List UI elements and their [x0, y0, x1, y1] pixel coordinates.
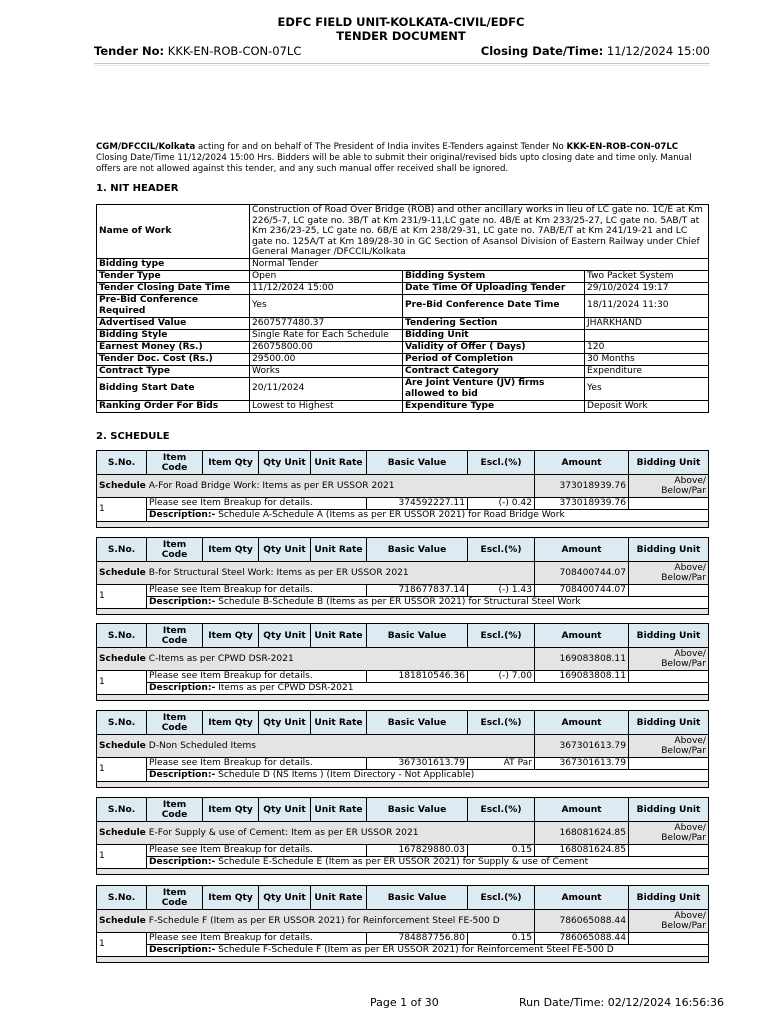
item-bidding-unit-cell [629, 933, 709, 945]
schedule-summary-row [97, 562, 709, 585]
column-header: S.No. [97, 624, 147, 648]
item-description [147, 597, 709, 609]
description-text: Items as per CPWD DSR-2021 [218, 683, 354, 693]
tender-number [94, 44, 301, 58]
nit-value: JHARKHAND [585, 317, 709, 329]
schedule-header-row [97, 711, 709, 735]
nit-value: Single Rate for Each Schedule [250, 329, 403, 341]
org-title: EDFC FIELD UNIT-KOLKATA-CIVIL/EDFC [277, 15, 525, 29]
item-amount: 169083808.11 [535, 671, 629, 683]
column-header: Item Qty [203, 451, 259, 475]
nit-value: 11/12/2024 15:00 [250, 282, 403, 294]
schedule-summary-row [97, 910, 709, 933]
run-datetime: Run Date/Time: 02/12/2024 16:56:36 [519, 996, 725, 1009]
item-escalation: (-) 1.43 [468, 585, 535, 597]
nit-row [97, 317, 709, 329]
column-header: Basic Value [367, 624, 468, 648]
schedule-summary-row [97, 822, 709, 845]
nit-key: Tender Doc. Cost (Rs.) [97, 353, 250, 365]
description-label: Description:- [149, 945, 216, 955]
nit-value: Yes [250, 294, 403, 317]
item-amount: 708400744.07 [535, 585, 629, 597]
page-number: Page 1 of 30 [370, 996, 439, 1009]
description-text: Schedule A-Schedule A (Items as per ER USSOR 2021) for Road Bridge Work [218, 510, 565, 520]
column-header: Unit Rate [311, 711, 367, 735]
nit-value: Deposit Work [585, 400, 709, 412]
item-basic-value: 374592227.11 [367, 498, 468, 510]
nit-row [97, 353, 709, 365]
item-escalation: (-) 7.00 [468, 671, 535, 683]
description-label: Description:- [149, 597, 216, 607]
nit-row [97, 365, 709, 377]
item-escalation: 0.15 [468, 845, 535, 857]
item-basic-value: 718677837.14 [367, 585, 468, 597]
nit-value: Open [250, 270, 403, 282]
bidding-unit: Above/ Below/Par [629, 910, 709, 933]
column-header: S.No. [97, 886, 147, 910]
schedule-label: Schedule [99, 740, 146, 751]
intro-paragraph [96, 142, 710, 175]
column-header: Item Qty [203, 886, 259, 910]
nit-value: 120 [585, 341, 709, 353]
schedule-summary-row [97, 648, 709, 671]
nit-key: Pre-Bid Conference Required [97, 294, 250, 317]
item-sno: 1 [97, 498, 147, 522]
schedule-header-row [97, 538, 709, 562]
nit-row [97, 282, 709, 294]
column-header: Amount [535, 538, 629, 562]
closing-value: 11/12/2024 15:00 [606, 44, 710, 58]
schedule-summary-row [97, 475, 709, 498]
column-header: Unit Rate [311, 886, 367, 910]
nit-key: Date Time Of Uploading Tender [403, 282, 585, 294]
description-text: Schedule B-Schedule B (Items as per ER USSOR 2021) for Structural Steel Work [218, 597, 581, 607]
column-header: Item Qty [203, 711, 259, 735]
nit-key: Tendering Section [403, 317, 585, 329]
bidding-unit: Above/ Below/Par [629, 822, 709, 845]
nit-key: Bidding Start Date [97, 377, 250, 400]
column-header: Bidding Unit [629, 451, 709, 475]
nit-value: Lowest to Highest [250, 400, 403, 412]
nit-value: 26075800.00 [250, 341, 403, 353]
schedule-label: Schedule [99, 827, 146, 838]
nit-value [585, 329, 709, 341]
column-header: Amount [535, 886, 629, 910]
nit-row [97, 294, 709, 317]
column-header: S.No. [97, 451, 147, 475]
schedule-name: A-For Road Bridge Work: Items as per ER USSOR 2021 [148, 480, 395, 491]
schedule-item-row [97, 498, 709, 510]
nit-key: Bidding Unit [403, 329, 585, 341]
description-text: Schedule E-Schedule E (Item as per ER USSOR 2021) for Supply & use of Cement [218, 857, 589, 867]
item-detail: Please see Item Breakup for details. [147, 585, 367, 597]
column-header: Item Qty [203, 624, 259, 648]
column-header: Escl.(%) [468, 886, 535, 910]
nit-key: Name of Work [97, 205, 250, 259]
schedule-name: F-Schedule F (Item as per ER USSOR 2021) for Reinforcement Steel FE-500 D [148, 915, 500, 926]
item-amount: 786065088.44 [535, 933, 629, 945]
nit-value: Expenditure [585, 365, 709, 377]
schedule-header-row [97, 886, 709, 910]
column-header: Escl.(%) [468, 538, 535, 562]
header-divider [94, 63, 710, 66]
schedule-separator [97, 869, 709, 875]
schedule-separator [97, 609, 709, 615]
schedule-separator [97, 957, 709, 963]
column-header: Unit Rate [311, 798, 367, 822]
schedule-table [96, 885, 709, 963]
nit-value: Two Packet System [585, 270, 709, 282]
column-header: Bidding Unit [629, 711, 709, 735]
schedule-title [97, 910, 535, 933]
nit-key: Tender Type [97, 270, 250, 282]
tender-number-label: Tender No: [94, 44, 165, 58]
nit-key: Are Joint Venture (JV) firms allowed to bid [403, 377, 585, 400]
item-amount: 373018939.76 [535, 498, 629, 510]
column-header: Bidding Unit [629, 624, 709, 648]
intro-lead: CGM/DFCCIL/Kolkata [96, 142, 196, 152]
schedule-description-row [97, 683, 709, 695]
item-bidding-unit-cell [629, 498, 709, 510]
item-detail: Please see Item Breakup for details. [147, 671, 367, 683]
column-header: Basic Value [367, 886, 468, 910]
column-header: Qty Unit [259, 538, 311, 562]
tender-number-value: KKK-EN-ROB-CON-07LC [167, 44, 302, 58]
nit-value: Works [250, 365, 403, 377]
item-basic-value: 167829880.03 [367, 845, 468, 857]
item-amount: 367301613.79 [535, 758, 629, 770]
column-header: Unit Rate [311, 624, 367, 648]
description-label: Description:- [149, 510, 216, 520]
closing-label: Closing Date/Time: [480, 44, 604, 58]
bidding-unit: Above/ Below/Par [629, 475, 709, 498]
schedule-title [97, 735, 535, 758]
schedule-label: Schedule [99, 567, 146, 578]
schedule-label: Schedule [99, 653, 146, 664]
item-basic-value: 784887756.80 [367, 933, 468, 945]
bidding-unit: Above/ Below/Par [629, 562, 709, 585]
schedule-title [97, 822, 535, 845]
schedule-header-row [97, 624, 709, 648]
column-header: Qty Unit [259, 711, 311, 735]
nit-value: 29500.00 [250, 353, 403, 365]
schedule-description-row [97, 510, 709, 522]
column-header: Basic Value [367, 798, 468, 822]
item-escalation: 0.15 [468, 933, 535, 945]
nit-row [97, 329, 709, 341]
schedule-title [97, 475, 535, 498]
nit-value: 20/11/2024 [250, 377, 403, 400]
nit-key: Contract Category [403, 365, 585, 377]
schedule-item-row [97, 933, 709, 945]
description-text: Schedule D (NS Items ) (Item Directory - Not Applicable) [218, 770, 475, 780]
nit-value: 18/11/2024 11:30 [585, 294, 709, 317]
column-header: Unit Rate [311, 451, 367, 475]
schedule-total: 168081624.85 [535, 822, 629, 845]
schedule-item-row [97, 845, 709, 857]
column-header: Qty Unit [259, 886, 311, 910]
column-header: Item Code [147, 711, 203, 735]
nit-row [97, 400, 709, 412]
schedule-separator [97, 782, 709, 788]
schedule-table [96, 710, 709, 788]
nit-key: Bidding type [97, 258, 250, 270]
schedule-title [97, 562, 535, 585]
nit-value: Normal Tender [250, 258, 709, 270]
schedule-label: Schedule [99, 480, 146, 491]
column-header: Item Code [147, 451, 203, 475]
nit-value: 29/10/2024 19:17 [585, 282, 709, 294]
item-basic-value: 367301613.79 [367, 758, 468, 770]
nit-row [97, 377, 709, 400]
nit-key: Advertised Value [97, 317, 250, 329]
item-bidding-unit-cell [629, 585, 709, 597]
item-sno: 1 [97, 758, 147, 782]
schedule-total: 367301613.79 [535, 735, 629, 758]
nit-key: Earnest Money (Rs.) [97, 341, 250, 353]
intro-text-2: Closing Date/Time 11/12/2024 15:00 Hrs. Bidders will be able to submit their original/revised bids upto closing date and time only. Manual offers are not allowed against this tender, and any such manual offer received shall be ignored. [96, 153, 692, 174]
schedule-name: E-For Supply & use of Cement: Item as per ER USSOR 2021 [148, 827, 419, 838]
schedule-total: 169083808.11 [535, 648, 629, 671]
column-header: Item Code [147, 798, 203, 822]
column-header: Bidding Unit [629, 886, 709, 910]
column-header: Amount [535, 624, 629, 648]
schedule-item-row [97, 585, 709, 597]
column-header: Bidding Unit [629, 538, 709, 562]
column-header: S.No. [97, 538, 147, 562]
column-header: Escl.(%) [468, 711, 535, 735]
item-detail: Please see Item Breakup for details. [147, 758, 367, 770]
column-header: Item Code [147, 886, 203, 910]
schedule-name: D-Non Scheduled Items [148, 740, 256, 751]
item-escalation: AT Par [468, 758, 535, 770]
description-label: Description:- [149, 770, 216, 780]
column-header: Basic Value [367, 451, 468, 475]
item-sno: 1 [97, 671, 147, 695]
schedule-name: B-for Structural Steel Work: Items as per ER USSOR 2021 [148, 567, 409, 578]
column-header: Bidding Unit [629, 798, 709, 822]
schedule-label: Schedule [99, 915, 146, 926]
schedule-description-row [97, 945, 709, 957]
column-header: Basic Value [367, 538, 468, 562]
item-description [147, 857, 709, 869]
schedule-title [97, 648, 535, 671]
item-escalation: (-) 0.42 [468, 498, 535, 510]
schedule-table [96, 797, 709, 875]
item-bidding-unit-cell [629, 845, 709, 857]
item-bidding-unit-cell [629, 671, 709, 683]
column-header: Amount [535, 798, 629, 822]
intro-tender: KKK-EN-ROB-CON-07LC [566, 142, 679, 152]
column-header: S.No. [97, 711, 147, 735]
item-sno: 1 [97, 585, 147, 609]
bidding-unit: Above/ Below/Par [629, 735, 709, 758]
column-header: Item Code [147, 624, 203, 648]
nit-key: Bidding Style [97, 329, 250, 341]
schedule-total: 708400744.07 [535, 562, 629, 585]
column-header: Unit Rate [311, 538, 367, 562]
column-header: Amount [535, 711, 629, 735]
schedule-item-row [97, 671, 709, 683]
nit-key: Expenditure Type [403, 400, 585, 412]
item-bidding-unit-cell [629, 758, 709, 770]
column-header: Item Qty [203, 538, 259, 562]
schedule-header-row [97, 798, 709, 822]
item-detail: Please see Item Breakup for details. [147, 498, 367, 510]
column-header: Amount [535, 451, 629, 475]
schedule-item-row [97, 758, 709, 770]
schedule-table [96, 450, 709, 528]
nit-value: 30 Months [585, 353, 709, 365]
nit-value: 2607577480.37 [250, 317, 403, 329]
nit-key: Pre-Bid Conference Date Time [403, 294, 585, 317]
nit-key: Validity of Offer ( Days) [403, 341, 585, 353]
nit-value-name-of-work: Construction of Road Over Bridge (ROB) and other ancillary works in lieu of LC gate no. 1C/E at Km 226/5-7, LC gate no. 3B/T at Km 231/9-11,LC gate no. 4B/E at Km 233/25-27, LC gate no. 5AB/T at Km 236/23-25, LC gate no. 6B/E at Km 238/29-31, LC gate no. 7AB/E/T at Km 241/19-21 and LC gate no. 125A/T at Km 189/28-30 in GC Section of Asansol Division of Eastern Railway under Chief General Manager /DFCCIL/Kolkata [250, 205, 709, 259]
item-description [147, 510, 709, 522]
bidding-unit: Above/ Below/Par [629, 648, 709, 671]
item-detail: Please see Item Breakup for details. [147, 845, 367, 857]
schedule-description-row [97, 857, 709, 869]
doc-title: TENDER DOCUMENT [336, 29, 466, 43]
description-label: Description:- [149, 857, 216, 867]
schedule-total: 373018939.76 [535, 475, 629, 498]
nit-key: Ranking Order For Bids [97, 400, 250, 412]
nit-row-name-of-work [97, 205, 709, 259]
schedule-separator [97, 695, 709, 701]
schedule-total: 786065088.44 [535, 910, 629, 933]
schedule-name: C-Items as per CPWD DSR-2021 [148, 653, 294, 664]
column-header: Qty Unit [259, 624, 311, 648]
column-header: Qty Unit [259, 798, 311, 822]
schedule-description-row [97, 597, 709, 609]
column-header: Escl.(%) [468, 798, 535, 822]
schedule-table [96, 537, 709, 615]
item-sno: 1 [97, 933, 147, 957]
item-description [147, 945, 709, 957]
item-detail: Please see Item Breakup for details. [147, 933, 367, 945]
description-label: Description:- [149, 683, 216, 693]
item-basic-value: 181810546.36 [367, 671, 468, 683]
nit-row [97, 270, 709, 282]
column-header: Escl.(%) [468, 451, 535, 475]
document-header [0, 15, 768, 43]
column-header: Escl.(%) [468, 624, 535, 648]
nit-row-bidding-type [97, 258, 709, 270]
nit-row [97, 341, 709, 353]
column-header: S.No. [97, 798, 147, 822]
closing-datetime [481, 44, 710, 58]
nit-key: Contract Type [97, 365, 250, 377]
column-header: Basic Value [367, 711, 468, 735]
intro-text-1: acting for and on behalf of The President of India invites E-Tenders against Tender No [195, 142, 567, 152]
item-description [147, 770, 709, 782]
column-header: Item Code [147, 538, 203, 562]
schedule-table [96, 623, 709, 701]
schedule-description-row [97, 770, 709, 782]
nit-key: Bidding System [403, 270, 585, 282]
description-text: Schedule F-Schedule F (Item as per ER USSOR 2021) for Reinforcement Steel FE-500 D [218, 945, 614, 955]
column-header: Qty Unit [259, 451, 311, 475]
schedule-header-row [97, 451, 709, 475]
nit-key: Tender Closing Date Time [97, 282, 250, 294]
schedule-heading: 2. SCHEDULE [96, 431, 170, 442]
schedule-summary-row [97, 735, 709, 758]
nit-key: Period of Completion [403, 353, 585, 365]
item-sno: 1 [97, 845, 147, 869]
nit-value: Yes [585, 377, 709, 400]
schedule-separator [97, 522, 709, 528]
nit-table [96, 204, 709, 413]
column-header: Item Qty [203, 798, 259, 822]
item-description [147, 683, 709, 695]
nit-heading: 1. NIT HEADER [96, 183, 179, 194]
item-amount: 168081624.85 [535, 845, 629, 857]
